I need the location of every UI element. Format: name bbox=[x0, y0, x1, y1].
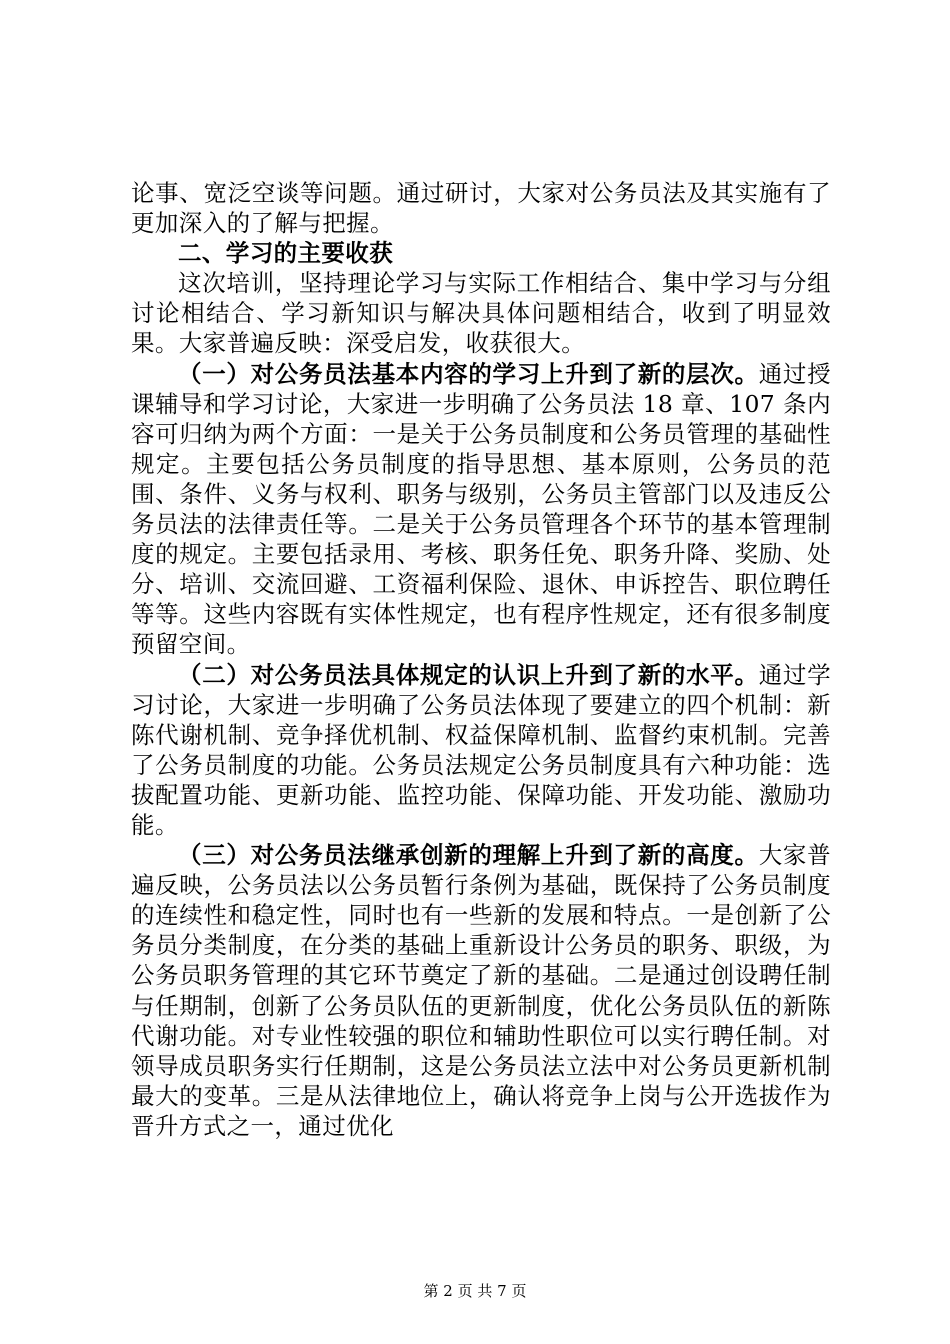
page-footer: 第 2 页 共 7 页 bbox=[423, 1282, 527, 1300]
subsection-2-body: 通过学习讨论，大家进一步明确了公务员法体现了要建立的四个机制：新陈代谢机制、竞争择优机制、权益保障机制、监督约束机制。完善了公务员制度的功能。公务员法规定公务员制度具有六种功能：选拔配置功能、更新功能、监控功能、保障功能、开发功能、激励功能。 bbox=[131, 660, 831, 839]
subsection-3-body: 大家普遍反映，公务员法以公务员暂行条例为基础，既保持了公务员制度的连续性和稳定性，同时也有一些新的发展和特点。一是创新了公务员分类制度，在分类的基础上重新设计公务员的职务、职级，为公务员职务管理的其它环节奠定了新的基础。二是通过创设聘任制与任期制，创新了公务员队伍的更新制度，优化公务员队伍的新陈代谢功能。对专业性较强的职位和辅助性职位可以实行聘任制。对领导成员职务实行任期制，这是公务员法立法中对公务员更新机制最大的变革。三是从法律地位上，确认将竞争上岗与公开选拔作为晋升方式之一，通过优化 bbox=[131, 841, 831, 1140]
subsection-3-title: （三）对公务员法继承创新的理解上升到了新的高度。 bbox=[178, 841, 759, 870]
document-body bbox=[131, 178, 831, 1141]
subsection-1 bbox=[131, 359, 831, 660]
paragraph-intro: 这次培训，坚持理论学习与实际工作相结合、集中学习与分组讨论相结合、学习新知识与解决具体问题相结合，收到了明显效果。大家普遍反映：深受启发，收获很大。 bbox=[131, 269, 831, 358]
subsection-1-body: 通过授课辅导和学习讨论，大家进一步明确了公务员法 18 章、107 条内容可归纳为两个方面：一是关于公务员制度和公务员管理的基础性规定。主要包括公务员制度的指导思想、基本原则，公务员的范围、条件、义务与权利、职务与级别，公务员主管部门以及违反公务员法的法律责任等。二是关于公务员管理各个环节的基本管理制度的规定。主要包括录用、考核、职务任免、职务升降、奖励、处分、培训、交流回避、工资福利保险、退休、申诉控告、职位聘任等等。这些内容既有实体性规定，也有程序性规定，还有很多制度预留空间。 bbox=[131, 359, 831, 659]
paragraph-continuation: 论事、宽泛空谈等问题。通过研讨，大家对公务员法及其实施有了更加深入的了解与把握。 bbox=[131, 179, 831, 238]
subsection-2 bbox=[131, 660, 831, 841]
subsection-2-title: （二）对公务员法具体规定的认识上升到了新的水平。 bbox=[178, 660, 759, 689]
subsection-3 bbox=[131, 840, 831, 1141]
section-heading: 二、学习的主要收获 bbox=[178, 239, 394, 268]
subsection-1-title: （一）对公务员法基本内容的学习上升到了新的层次。 bbox=[178, 359, 759, 388]
